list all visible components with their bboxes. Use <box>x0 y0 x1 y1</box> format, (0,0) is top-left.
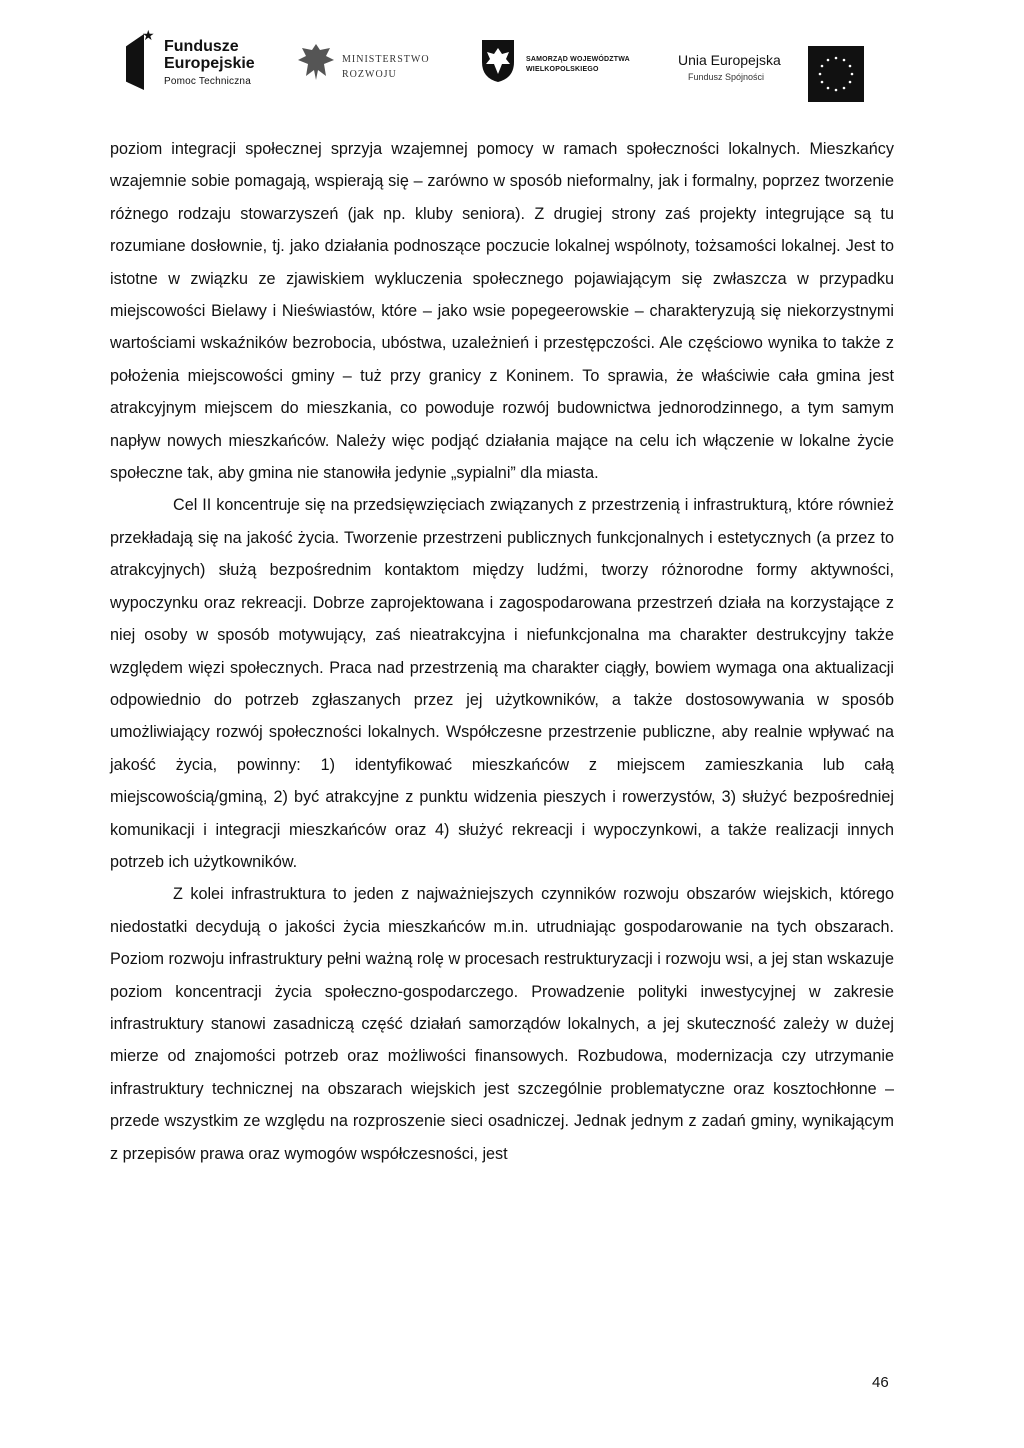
eu-flag-icon <box>808 46 864 102</box>
ministerstwo-logo <box>296 26 430 96</box>
eagle-icon <box>296 40 336 84</box>
ministry-name-line2: ROZWOJU <box>342 69 397 80</box>
eu-logo-line2: Fundusz Spójności <box>688 72 765 82</box>
shield-eagle-icon <box>480 38 516 84</box>
fe-logo-line3: Pomoc Techniczna <box>164 76 251 87</box>
paragraph: poziom integracji społecznej sprzyja wzajemnej pomocy w ramach społeczności lokalnych. Mieszkańcy wzajemnie sobie pomagają, wspierają się – zarówno w sposób nieformalny, jak i formalny, poprzez tworzenie różnego rodzaju stowarzyszeń (jak np. kluby seniora). Z drugiej strony zaś projekty integrujące są tu rozumiane dosłownie, tj. jako działania podnoszące poczucie lokalnej wspólnoty, tożsamości lokalnej. Jest to istotne w związku ze zjawiskiem wykluczenia społecznego pojawiającym się zwłaszcza w przypadku miejscowości Bielawy i Nieświastów, które – jako wsie popegeerowskie – charakteryzują się niekorzystnymi wartościami wskaźników bezrobocia, ubóstwa, uzależnień i przestępczości. Ale częściowo wynika to także z położenia miejscowości gminy – tuż przy granicy z Koninem. To sprawia, że właściwie cała gmina jest atrakcyjnym miejscem do mieszkania, co powoduje rozwój budownictwa jednorodzinnego, a tym samym napływ nowych mieszkańców. Należy więc podjąć działania mające na celu ich włączenie w lokalne życie społeczne tak, aby gmina nie stanowiła jedynie „sypialni” dla miasta. <box>110 140 894 483</box>
page-header <box>118 26 878 106</box>
paragraph: Z kolei infrastruktura to jeden z najważniejszych czynników rozwoju obszarów wiejskich, którego niedostatki decydują o jakości życia mieszkańców m.in. utrudniając gospodarowanie na tych obszarach. Poziom rozwoju infrastruktury pełni ważną rolę w procesach restrukturyzacji i rozwoju wsi, a jej stan wskazuje poziom koncentracji życia społeczno-gospodarczego. Prowadzenie polityki inwestycyjnej w zakresie infrastruktury stanowi zasadniczą część działań samorządów lokalnych, a jej skuteczność zależy w dużej mierze od znajomości potrzeb oraz możliwości finansowych. Rozbudowa, modernizacja czy utrzymanie infrastruktury technicznej na obszarach wiejskich jest szczególnie problematyczne oraz kosztochłonne – przede wszystkim ze względu na rozproszenie sieci osadniczej. Jednak jednym z zadań gminy, wynikającym z przepisów prawa oraz wymogów współczesności, jest <box>110 885 894 1163</box>
fe-logo-line1: Fundusze <box>164 38 239 55</box>
document-body <box>110 133 894 1170</box>
eu-logo-line1: Unia Europejska <box>678 52 781 68</box>
fundusze-europejskie-logo <box>118 26 258 96</box>
paragraph: Cel II koncentruje się na przedsięwzięciach związanych z przestrzenią i infrastrukturą, które również przekładają się na jakość życia. Tworzenie przestrzeni publicznych funkcjonalnych i estetycznych (a przez to atrakcyjnych) służą bezpośrednim kontaktom między ludźmi, tworzy różnorodne formy aktywności, wypoczynku oraz rekreacji. Dobrze zaprojektowana i zagospodarowana przestrzeń działa na korzystające z niej osoby w sposób motywujący, zaś nieatrakcyjna i niefunkcjonalna ma charakter destrukcyjny także względem więzi społecznych. Praca nad przestrzenią ma charakter ciągły, bowiem wymaga ona aktualizacji odpowiednio do potrzeb zgłaszanych przez jej użytkowników, a także dostosowywania w sposób umożliwiający rozwój społeczności lokalnych. Współczesne przestrzenie publiczne, aby realnie wpływać na jakość życia, powinny: 1) identyfikować mieszkańców z miejscem zamieszkania lub całą miejscowością/gminą, 2) być atrakcyjne z punktu widzenia pieszych i rowerzystów, 3) służyć bezpośredniej komunikacji i integracji mieszkańców oraz 4) służyć rekreacji i wypoczynkowi, a także realizacji innych potrzeb ich użytkowników. <box>110 496 894 871</box>
unia-europejska-logo <box>678 26 878 96</box>
samorzad-wielkopolski-logo <box>480 26 630 96</box>
wlk-logo-line1: SAMORZĄD WOJEWÓDZTWA <box>526 56 630 63</box>
wlk-logo-line2: WIELKOPOLSKIEGO <box>526 66 599 73</box>
fe-logo-line2: Europejskie <box>164 55 255 72</box>
page-number: 46 <box>872 1374 889 1391</box>
ministry-name-line1: MINISTERSTWO <box>342 54 430 65</box>
star-icon: ★ <box>142 27 155 43</box>
